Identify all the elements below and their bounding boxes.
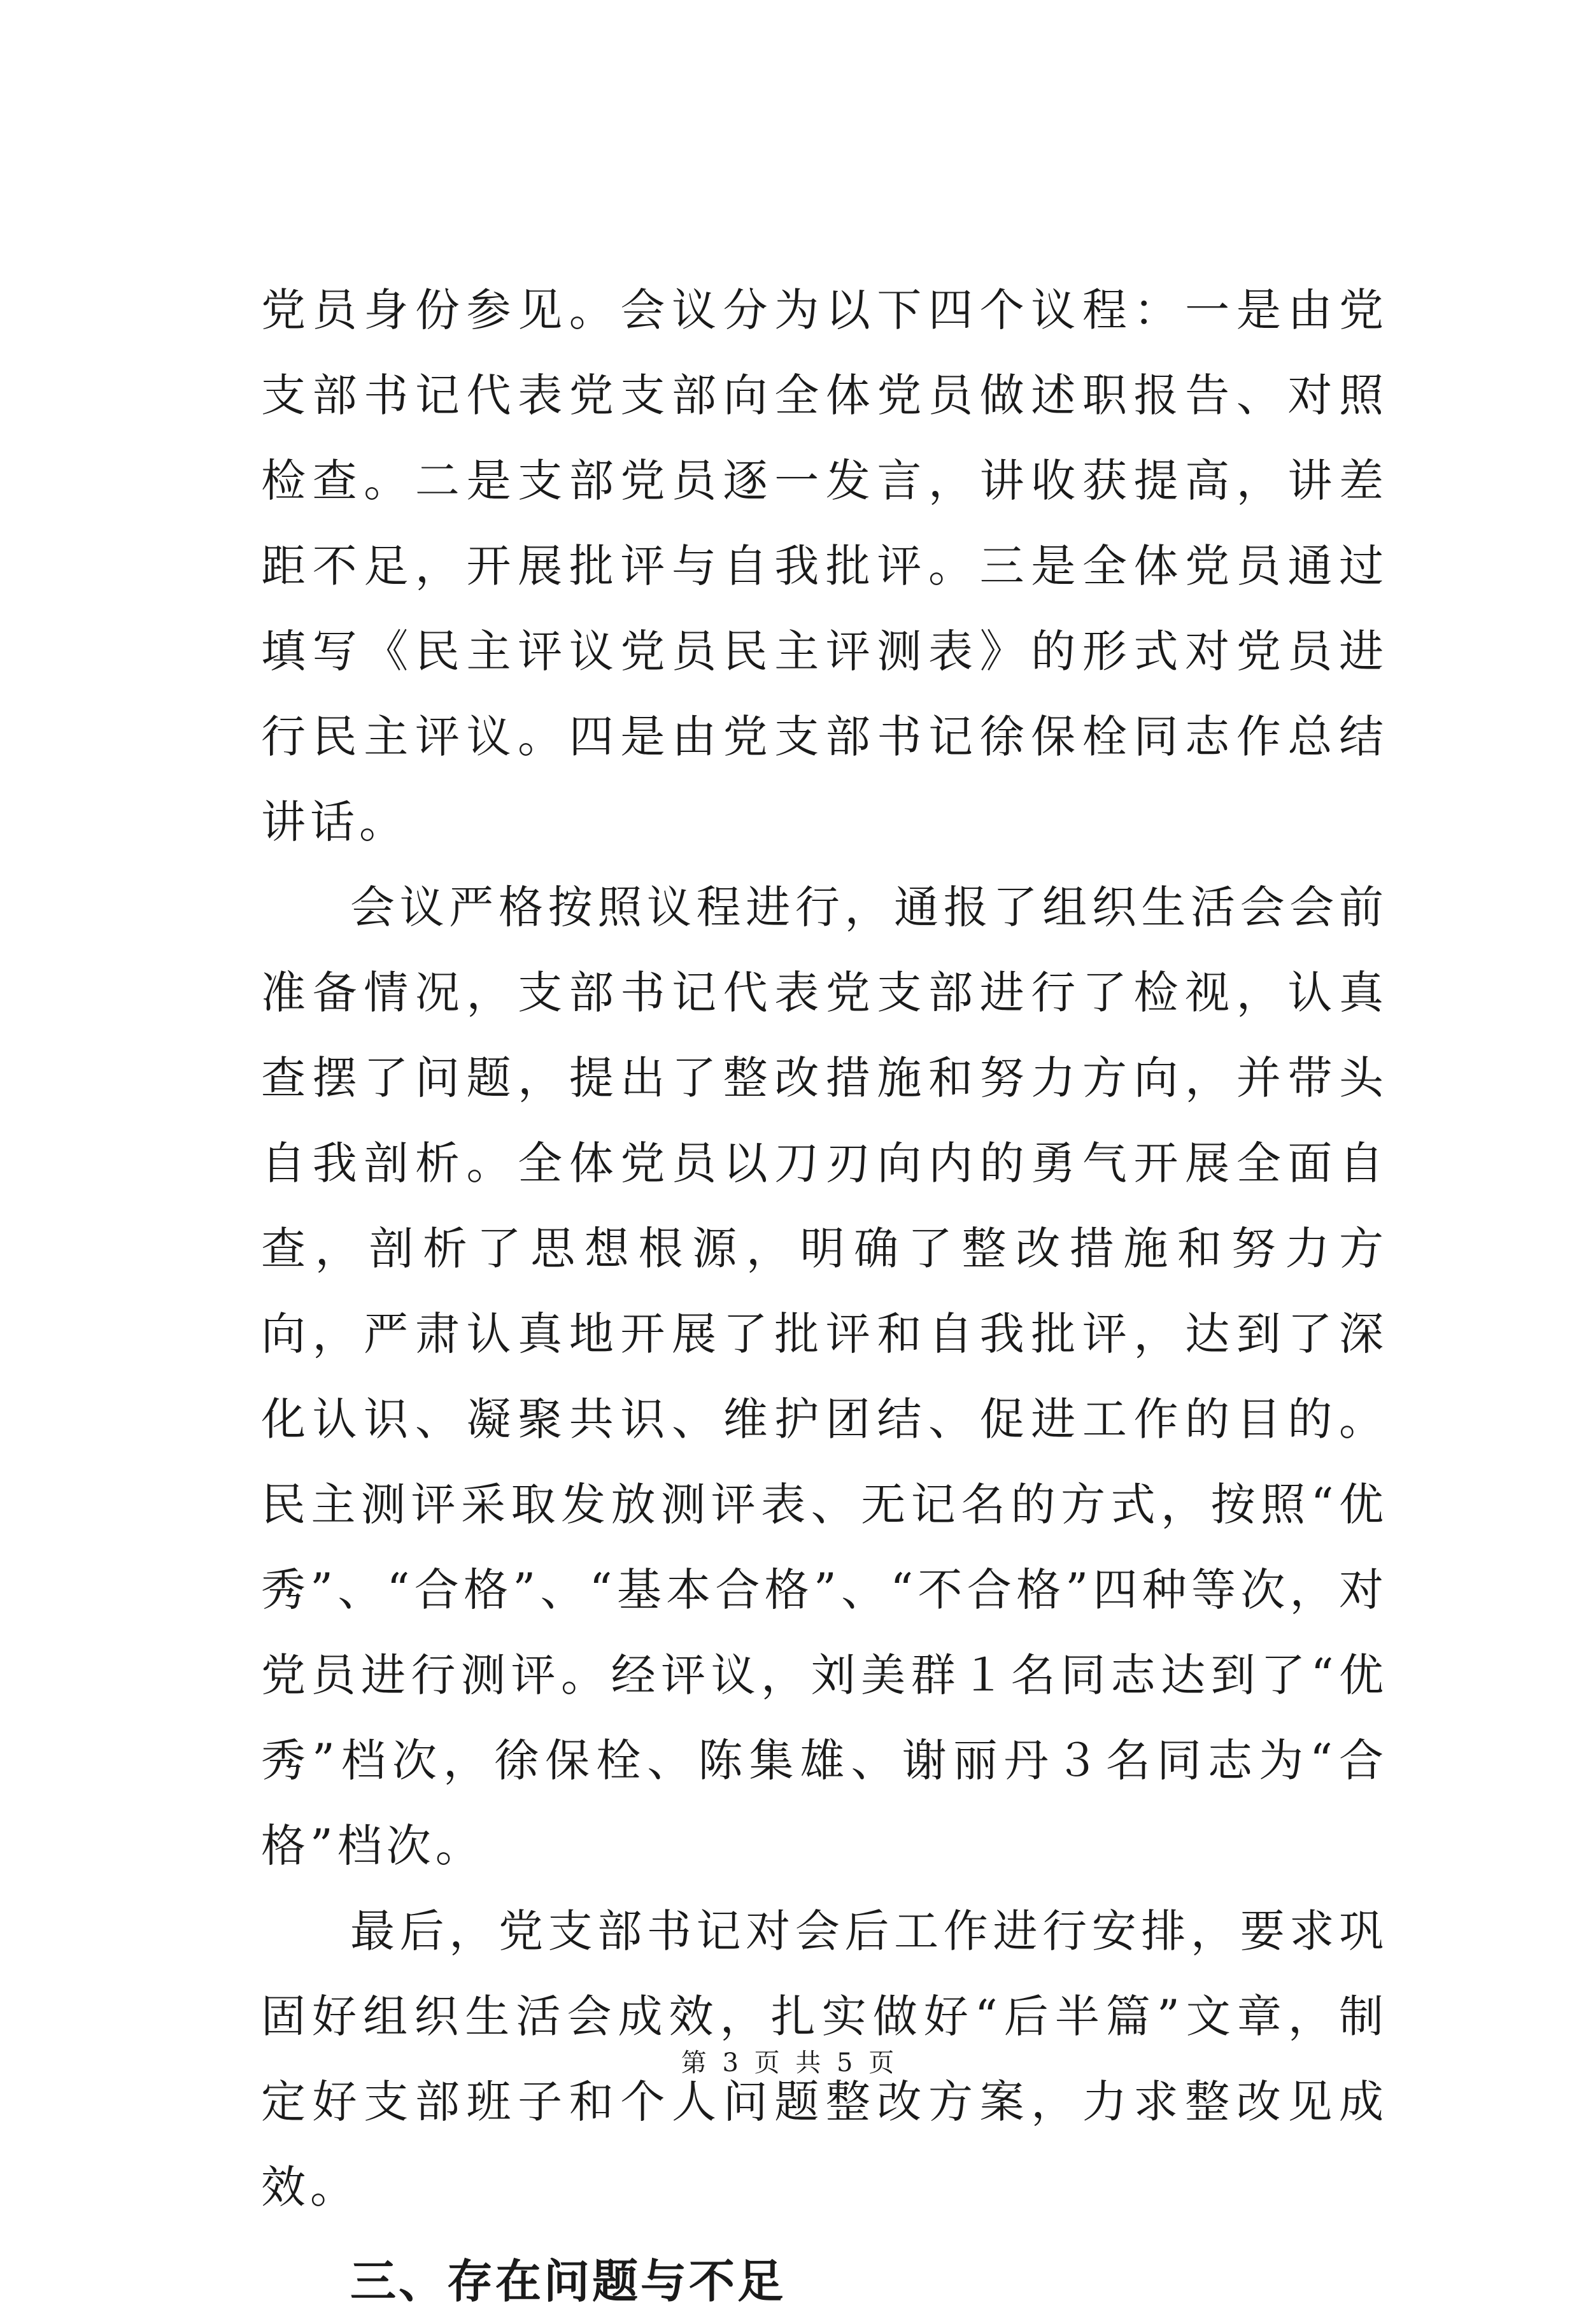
page-footer: 第 3 页 共 5 页 bbox=[681, 2048, 898, 2078]
section-heading: 三、存在问题与不足 bbox=[350, 2255, 786, 2308]
document-body bbox=[261, 267, 1388, 2324]
paragraph-meeting-process: 会议严格按照议程进行，通报了组织生活会会前准备情况，支部书记代表党支部进行了检视，认真查摆了问题，提出了整改措施和努力方向，并带头自我剖析。全体党员以刀刃向内的勇气开展全面自查，剖析了思想根源，明确了整改措施和努力方向，严肃认真地开展了批评和自我批评，达到了深化认识、凝聚共识、维护团结、促进工作的目的。民主测评采取发放测评表、无记名的方式，按照“优秀”、“合格”、“基本合格”、“不合格”四种等次，对党员进行测评。经评议，刘美群１名同志达到了“优秀”档次，徐保栓、陈集雄、谢丽丹３名同志为“合格”档次。 bbox=[261, 881, 1388, 1872]
paragraph-closing: 最后，党支部书记对会后工作进行安排，要求巩固好组织生活会成效，扎实做好“后半篇”文章，制定好支部班子和个人问题整改方案，力求整改见成效。 bbox=[261, 1905, 1388, 2213]
paragraph-continued: 党员身份参见。会议分为以下四个议程：一是由党支部书记代表党支部向全体党员做述职报告、对照检查。二是支部党员逐一发言，讲收获提高，讲差距不足，开展批评与自我批评。三是全体党员通过填写《民主评议党员民主评测表》的形式对党员进行民主评议。四是由党支部书记徐保栓同志作总结讲话。 bbox=[261, 284, 1388, 848]
